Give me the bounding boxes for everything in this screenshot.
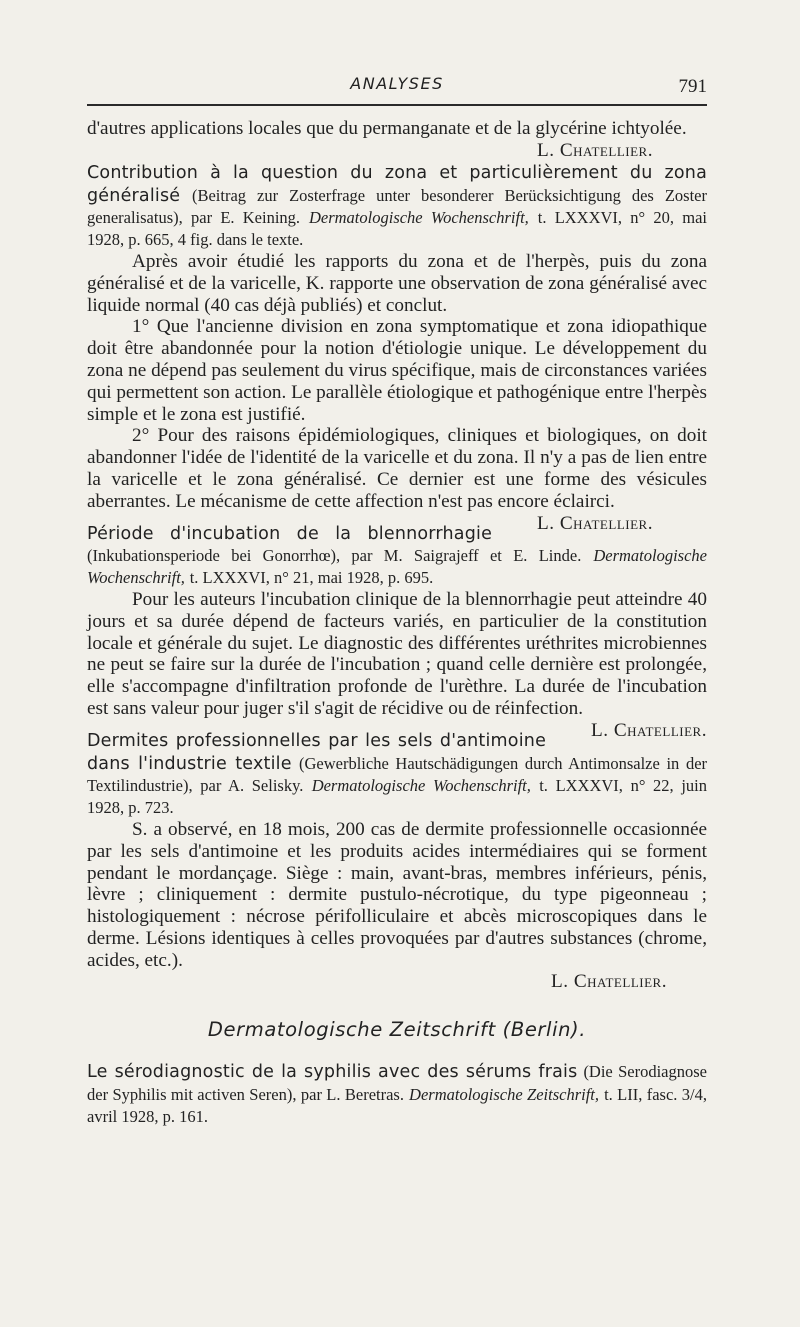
- article-title: Le sérodiagnostic de la syphilis avec des sérums frais: [87, 1062, 578, 1083]
- paragraph-text: Pour les auteurs l'incubation clinique de la blennorrhagie peut atteindre 40 jours et sa durée dépend de facteurs variés, en particulier de la constitution locale et générale du sujet. Le diagnostic des différentes uréthrites microbiennes ne peut se faire sur la durée de l'incubation ; quand celle dernière est prolongée, elle s'accompagne d'infiltration profonde de l'urèthre. La durée de l'incubation est sans valeur pour juger s'il s'agit de récidive ou de réinfection.: [87, 588, 707, 719]
- article-reference: (Gewerbliche Hautschädigungen durch Antimonsalze in der Textilindustrie), par A. Selisky.: [87, 753, 708, 796]
- journal-name: Dermatologische Wochenschrift,: [311, 776, 531, 796]
- intro-paragraph: [87, 118, 707, 161]
- signature: L. Chatellier.: [551, 971, 667, 993]
- article-title: Dermites professionnelles par les sels d'antimoine dans l'industrie textile: [87, 730, 547, 774]
- journal-name: Dermatologische Wochenschrift,: [308, 208, 529, 228]
- signature: L. Chatellier.: [591, 719, 707, 741]
- running-title: ANALYSES: [350, 74, 444, 93]
- article-title: Période d'incubation de la blennorrhagie: [87, 523, 493, 544]
- paragraph: S. a observé, en 18 mois, 200 cas de dermite professionnelle occasionnée par les sels d'antimoine et les produits acides intermédiaires qui se forment pendant le mordançage. Siège : main, avant-bras, membres inférieurs, pénis, lèvre ; cliniquement : dermite pustulo-nécrotique, du type pigeonneau ; histologiquement : nécrose périfolliculaire et abcès microscopiques dans le derme. Lésions identiques à celles provoquées par d'autres substances (chrome, acides, etc.).: [87, 818, 707, 971]
- running-head: [87, 72, 707, 102]
- paragraph: [87, 588, 707, 741]
- article-reference-details: t. LXXXVI, n° 22, juin 1928, p. 723.: [87, 776, 707, 818]
- signature: L. Chatellier.: [537, 512, 653, 534]
- signature: L. Chatellier.: [537, 139, 653, 161]
- article-reference: (Die Serodiagnose der Syphilis mit activen Seren), par L. Beretras.: [87, 1062, 707, 1104]
- journal-name: Dermatologische Wochenschrift,: [87, 546, 707, 588]
- paragraph-text: 2° Pour des raisons épidémiologiques, cliniques et biologiques, on doit abandonner l'idée de l'identité de la varicelle et du zona. Il n'y a pas de lien entre la varicelle et le zona généralisé. Ce dernier est une forme des vésicules aberrantes. Le mécanisme de cette affection n'est pas encore éclairci.: [87, 425, 707, 512]
- paragraph: 1° Que l'ancienne division en zona symptomatique et zona idiopathique doit être abandonnée pour la notion d'étiologie unique. Le développement du zona ne dépend pas seulement du virus spécifique, mais de circonstances variées qui permettent son action. Le parallèle étiologique et pathogénique entre l'herpès simple et le zona est justifié.: [87, 316, 707, 425]
- article-title: Contribution à la question du zona et particulièrement du zona généralisé: [87, 162, 707, 206]
- article-reference: (Beitrag zur Zosterfrage unter besonderer Berücksichtigung des Zoster generalisatus), par E. Keining.: [87, 185, 707, 228]
- header-rule: [87, 104, 707, 106]
- body-text: [87, 118, 707, 1127]
- article-reference-details: t. LXXXVI, n° 20, mai 1928, p. 665, 4 fig. dans le texte.: [87, 208, 708, 250]
- article-reference-details: t. LII, fasc. 3/4, avril 1928, p. 161.: [87, 1084, 707, 1126]
- article-heading: [87, 730, 707, 819]
- journal-name: Dermatologische Zeitschrift,: [409, 1084, 600, 1104]
- article-heading: [87, 162, 707, 251]
- intro-text: d'autres applications locales que du permanganate et de la glycérine ichtyolée.: [87, 118, 687, 139]
- paragraph: Après avoir étudié les rapports du zona et de l'herpès, puis du zona généralisé et de la varicelle, K. rapporte une observation de zona généralisé avec liquide normal (40 cas déjà publiés) et conclut.: [87, 250, 707, 316]
- page-number: 791: [678, 76, 707, 97]
- article-reference: (Inkubationsperiode bei Gonorrhœ), par M. Saigrajeff et E. Linde.: [87, 546, 582, 566]
- article-heading: [87, 1061, 707, 1127]
- section-heading: Dermatologische Zeitschrift (Berlin).: [207, 1018, 587, 1042]
- article-reference-details: t. LXXXVI, n° 21, mai 1928, p. 695.: [189, 568, 434, 588]
